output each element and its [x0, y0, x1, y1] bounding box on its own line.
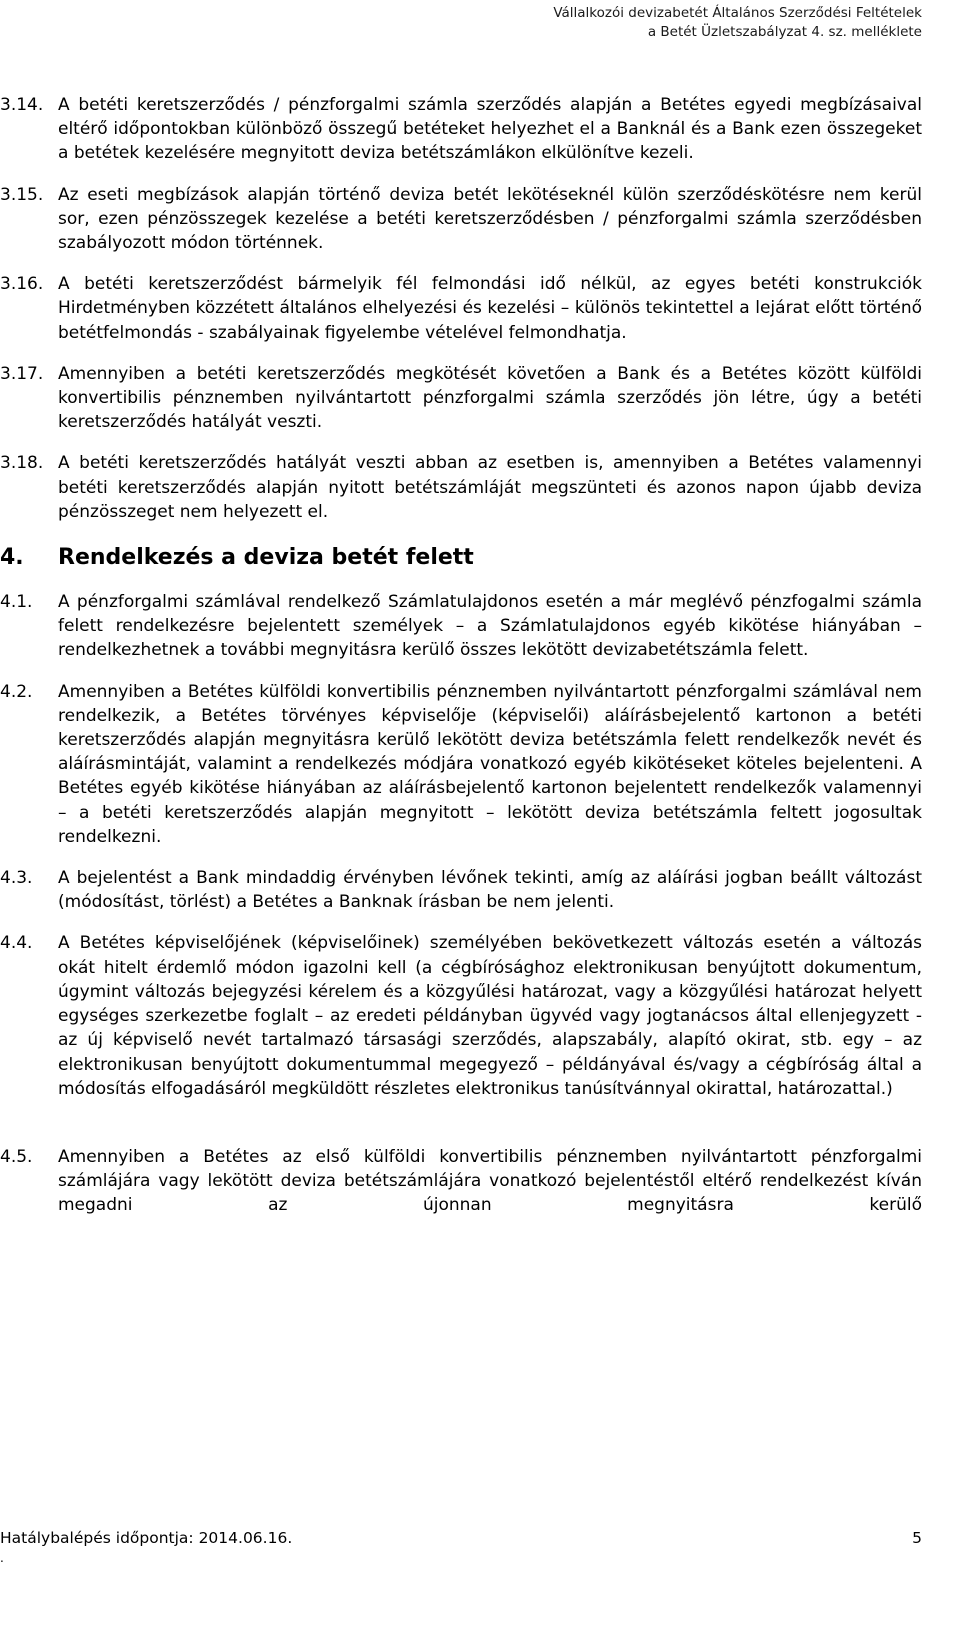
chapter-title: Rendelkezés a deviza betét felett [58, 545, 474, 571]
section-3-15 [0, 183, 922, 256]
section-text: Az eseti megbízások alapján történő deviza betét lekötéseknél külön szerződéskötésre nem kerül sor, ezen pénzösszegek kezelése a betéti keretszerződésben / pénzforgalmi számla szerződésben szabályozott módon történnek. [58, 184, 922, 254]
chapter-number: 4. [0, 545, 24, 571]
section-text: A Betétes képviselőjének (képviselőinek) személyében bekövetkezett változás esetén a változás okát hitelt érdemlő módon igazolni kell (a cégbírósághoz elektronikusan benyújtott dokumentum, úgymint változás bejegyzési kérelem és a közgyűlési határozat, vagy a közgyűlési határozat helyett egységes szerkezetbe foglalt – az eredeti példányban ügyvéd vagy jogtanácsos által ellenjegyzett - az új képviselő nevét tartalmazó társasági szerződés, alapszabály, alapító okirat, stb. egy – az elektronikusan benyújtott dokumentummal megegyező – példányával és/vagy a cégbíróság által a módosítás elfogadásáról megküldött részletes elektronikus tanúsítvánnyal okirattal, határozattal.) [58, 933, 922, 1099]
section-number: 4.3. [0, 868, 33, 889]
page-number: 5 [912, 1529, 922, 1547]
page-header [553, 4, 922, 42]
header-subtitle: a Betét Üzletszabályzat 4. sz. melléklete [647, 24, 922, 40]
section-text: Amennyiben a Betétes külföldi konvertibilis pénznemben nyilvántartott pénzforgalmi számlával nem rendelkezik, a Betétes törvényes képviselője (képviselői) aláírásbejelentő kartonon a betéti keretszerződés alapján megnyitásra kerülő lekötött deviza betétszámla felett rendelkezők nevét és aláírásmintáját, valamint a rendelkezés módjára vonatkozó egyéb kikötéseket köteles bejelenteni. A Betétes egyéb kikötése hiányában az aláírásbejelentő kartonon bejelentett rendelkezők valamennyi – a betéti keretszerződés alapján megnyitott – lekötött deviza betétszámla feltett jogosultak rendelkezni. [58, 681, 922, 847]
section-number: 3.17. [0, 363, 44, 384]
section-text: A bejelentést a Bank mindaddig érvényben lévőnek tekinti, amíg az aláírási jogban beállt változást (módosítást, törlést) a Betétes a Banknak írásban be nem jelenti. [58, 868, 922, 913]
section-number: 4.1. [0, 592, 33, 613]
section-4-4 [0, 931, 922, 1100]
section-3-16 [0, 272, 922, 345]
section-4-2 [0, 680, 922, 849]
section-number: 4.4. [0, 933, 33, 954]
section-number: 3.15. [0, 184, 44, 205]
section-number: 3.18. [0, 453, 44, 474]
chapter-heading [0, 543, 922, 573]
header-title: Vállalkozói devizabetét Általános Szerződési Feltételek [553, 5, 922, 21]
effective-date: Hatálybalépés időpontja: 2014.06.16. [0, 1529, 293, 1547]
document-body [0, 93, 922, 1218]
section-number: 4.2. [0, 681, 33, 702]
section-number: 3.14. [0, 95, 44, 115]
section-text: A betéti keretszerződés / pénzforgalmi számla szerződés alapján a Betétes egyedi megbízásaival eltérő időpontokban különböző összegű betéteket helyezhet el a Banknál és a Bank ezen összegeket a betétek kezelésére megnyitott deviza betétszámlákon elkülönítve kezeli. [58, 95, 922, 164]
section-text: A betéti keretszerződést bármelyik fél felmondási idő nélkül, az egyes betéti konstrukciók Hirdetményben közzétett általános elhelyezési és kezelési – különös tekintettel a lejárat előtt történő betétfelmondás - szabályainak figyelembe vételével felmondhatja. [58, 274, 922, 343]
section-text: A pénzforgalmi számlával rendelkező Számlatulajdonos esetén a már meglévő pénzfogalmi számla felett rendelkezésre bejelentett személyek – a Számlatulajdonos egyéb kikötése hiányában – rendelkezhetnek a további megnyitásra kerülő összes lekötött devizabetétszámla felett. [58, 592, 922, 661]
footer-mark: . [0, 1551, 4, 1565]
section-text: Amennyiben a Betétes az első külföldi konvertibilis pénznemben nyilvántartott pénzforgalmi számlájára vagy lekötött deviza betétszámlájára vonatkozó bejelentéstől eltérő rendelkezést kíván megadni az újonnan megnyitásra kerülő [58, 1146, 922, 1216]
section-3-18 [0, 451, 922, 524]
section-3-14 [0, 93, 922, 166]
section-4-3 [0, 866, 922, 914]
section-4-5 [0, 1145, 922, 1218]
section-text: A betéti keretszerződés hatályát veszti abban az esetben is, amennyiben a Betétes valamennyi betéti keretszerződés alapján nyitott betétszámláját megszünteti és azonos napon újabb deviza pénzösszeget nem helyezett el. [58, 453, 922, 522]
section-4-1 [0, 590, 922, 663]
section-number: 4.5. [0, 1146, 33, 1167]
section-text: Amennyiben a betéti keretszerződés megkötését követően a Bank és a Betétes között külföldi konvertibilis pénznemben nyilvántartott pénzforgalmi számla szerződés jön létre, úgy a betéti keretszerződés hatályát veszti. [58, 363, 922, 433]
section-3-17 [0, 362, 922, 435]
section-number: 3.16. [0, 274, 44, 295]
